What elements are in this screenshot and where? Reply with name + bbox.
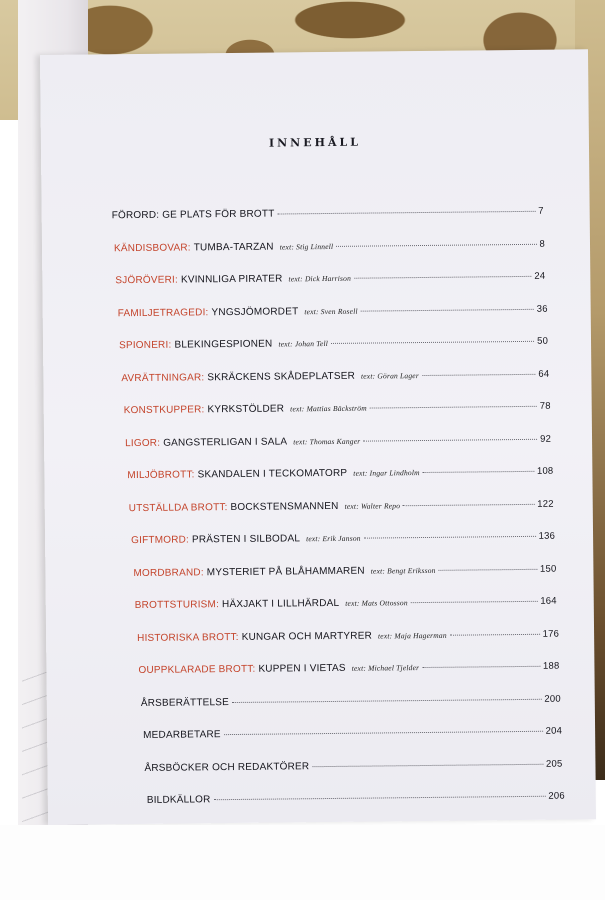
toc-entry (114, 401, 551, 438)
toc-page-number: 36 (536, 303, 548, 315)
toc-author: text: Stig Linnell (279, 241, 334, 252)
toc-page-number: 92 (540, 433, 552, 445)
toc-page-number: 150 (539, 563, 557, 575)
toc-page-number: 108 (536, 465, 554, 477)
toc-title: MEDARBETARE (143, 729, 221, 741)
toc-title: GANGSTERLIGAN I SALA (163, 435, 288, 449)
toc-entry (117, 758, 562, 795)
toc-title: YNGSJÖMORDET (211, 305, 299, 318)
toc-entry (118, 791, 565, 828)
toc-page-number: 50 (536, 335, 549, 347)
toc-title: HÄXJAKT I LILLHÄRDAL (221, 597, 340, 611)
toc-entry (114, 433, 551, 470)
toc-category: HISTORISKA BROTT: (137, 631, 239, 644)
toc-title: ÅRSBERÄTTELSE (140, 696, 230, 709)
dot-leader (277, 211, 535, 215)
toc-entry (115, 498, 554, 535)
toc-category: MORDBRAND: (133, 566, 204, 579)
toc-title: ÅRSBÖCKER OCH REDAKTÖRER (144, 760, 310, 774)
toc-page-number: 136 (538, 530, 556, 542)
toc-entry (117, 726, 562, 763)
toc-author: text: Dick Harrison (288, 273, 352, 284)
toc-title: KUNGAR OCH MARTYRER (241, 630, 373, 643)
toc-title: BILDKÄLLOR (146, 794, 211, 806)
page-title: INNEHÅLL (268, 135, 362, 150)
toc-author: text: Göran Lager (360, 370, 419, 381)
dot-leader (423, 471, 534, 473)
toc-title: PRÄSTEN I SILBODAL (191, 533, 301, 546)
toc-title: TUMBA-TARZAN (193, 241, 274, 253)
toc-entry (116, 661, 559, 698)
dot-leader (363, 438, 537, 441)
dot-leader (450, 633, 540, 635)
dot-leader (439, 568, 537, 570)
toc-entry (116, 628, 559, 665)
toc-author: text: Michael Tjelder (351, 663, 420, 673)
toc-category: SPIONERI: (118, 339, 172, 352)
toc-entry (112, 206, 544, 243)
bottom-edge (0, 825, 605, 900)
toc-page-number: 176 (542, 628, 560, 640)
toc-category: UTSTÄLLDA BROTT: (128, 501, 228, 514)
toc-page-number: 164 (540, 595, 557, 607)
toc-author: text: Walter Repo (344, 500, 401, 511)
toc-page-number: 206 (548, 790, 565, 802)
dot-leader (361, 308, 534, 311)
dot-leader (232, 698, 541, 702)
dot-leader (403, 503, 534, 505)
dot-leader (422, 666, 540, 668)
toc-title: SKANDALEN I TECKOMATORP (197, 467, 348, 481)
toc-author: text: Johan Tell (278, 338, 329, 349)
toc-category: GIFTMORD: (131, 534, 190, 547)
toc-page-number: 205 (545, 758, 563, 770)
toc-page-number: 200 (544, 693, 561, 705)
toc-title: SKRÄCKENS SKÅDEPLATSER (207, 370, 356, 383)
toc-entry (115, 531, 555, 568)
toc-page-number: 204 (545, 725, 563, 737)
toc-author: text: Sven Rosell (304, 306, 358, 316)
toc-category: KÄNDISBOVAR: (113, 241, 191, 254)
dot-leader (411, 601, 538, 603)
toc-page-number: 8 (539, 238, 546, 250)
dot-leader (331, 341, 534, 344)
toc-title: BLEKINGESPIONEN (174, 338, 273, 351)
dot-leader (364, 536, 536, 539)
contents-page (40, 49, 596, 825)
toc-category: AVRÄTTNINGAR: (121, 371, 205, 384)
toc-title: FÖRORD: GE PLATS FÖR BROTT (111, 208, 275, 222)
dot-leader (224, 731, 543, 735)
toc-title: BOCKSTENSMANNEN (230, 500, 339, 513)
toc-entry (112, 238, 545, 275)
toc-title: KUPPEN I VIETAS (258, 662, 346, 675)
toc-category: BROTTSTURISM: (134, 599, 220, 612)
toc-entry (113, 368, 549, 405)
toc-author: text: Mattias Bäckström (290, 403, 367, 414)
toc-page-number: 64 (538, 368, 550, 380)
toc-title: KYRKSTÖLDER (207, 403, 285, 416)
toc-title: MYSTERIET PÅ BLÅHAMMAREN (206, 565, 365, 578)
dot-leader (422, 373, 535, 375)
dot-leader (214, 796, 546, 800)
toc-page-number: 24 (534, 270, 546, 282)
toc-page-number: 7 (538, 205, 544, 217)
toc-entry (117, 693, 561, 730)
toc-title: KVINNLIGA PIRATER (180, 273, 283, 286)
toc-entry (113, 336, 548, 373)
toc-category: SJÖRÖVERI: (115, 274, 179, 287)
toc-category: LIGOR: (125, 437, 161, 449)
toc-entry (112, 271, 545, 308)
dot-leader (370, 406, 537, 409)
toc-entry (114, 466, 553, 503)
toc-author: text: Maja Hagerman (377, 630, 447, 640)
toc-category: FAMILJETRAGEDI: (117, 306, 209, 319)
table-of-contents (111, 205, 565, 828)
toc-author: text: Bengt Eriksson (370, 565, 436, 576)
dot-leader (336, 243, 536, 246)
toc-category: OUPPKLARADE BROTT: (138, 663, 256, 677)
toc-page-number: 122 (537, 498, 554, 510)
toc-entry (115, 563, 556, 600)
toc-author: text: Ingar Lindholm (353, 468, 420, 478)
toc-page-number: 188 (542, 660, 560, 672)
toc-category: MILJÖBROTT: (127, 469, 195, 482)
toc-category: KONSTKUPPER: (123, 404, 205, 417)
toc-author: text: Mats Ottosson (345, 598, 408, 608)
toc-entry (116, 596, 557, 633)
toc-author: text: Erik Janson (306, 533, 361, 544)
dot-leader (312, 763, 543, 766)
toc-author: text: Thomas Kanger (293, 436, 361, 446)
toc-page-number: 78 (539, 400, 551, 412)
dot-leader (354, 276, 531, 279)
toc-entry (113, 303, 548, 340)
